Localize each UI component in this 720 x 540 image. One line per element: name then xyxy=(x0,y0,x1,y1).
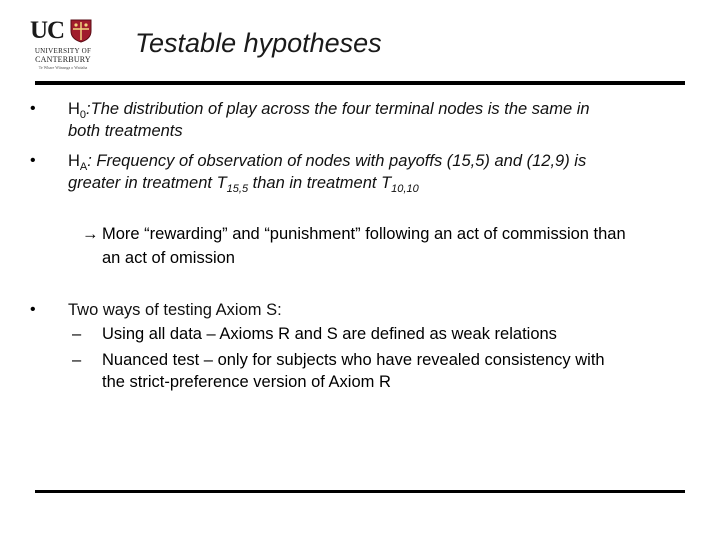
title-divider xyxy=(35,81,685,85)
university-logo xyxy=(30,17,100,70)
subitem-text-cont: the strict-preference version of Axiom R xyxy=(102,373,391,391)
bullet-marker: • xyxy=(30,152,36,169)
ha-text: : Frequency of observation of nodes with payoffs (15,5) and (12,9) is xyxy=(87,152,587,170)
dash-marker: – xyxy=(72,325,82,343)
implication-note xyxy=(82,222,692,270)
axiom-subitem xyxy=(72,323,682,345)
h0-text: :The distribution of play across the four terminal nodes is the same in xyxy=(86,100,590,118)
h0-label: $H_0$ xyxy=(68,100,87,121)
hypothesis-h0 xyxy=(68,98,668,142)
bullet-marker: • xyxy=(30,100,36,117)
arrow-right-icon: → xyxy=(82,225,99,243)
h0-text-cont: both treatments xyxy=(68,122,183,140)
footer-divider xyxy=(35,490,685,493)
hypothesis-ha xyxy=(68,150,668,194)
dash-marker: – xyxy=(72,351,82,369)
university-crest-icon xyxy=(70,19,92,43)
axiom-subitem xyxy=(72,349,682,393)
axiom-s-heading: Two ways of testing Axiom S: xyxy=(68,301,282,319)
ha-text-cont: greater in treatment $T_{15,5}$ than in treatment $T_{10,10}$ xyxy=(68,174,419,195)
subitem-text: Using all data – Axioms R and S are defined as weak relations xyxy=(102,325,557,343)
logo-mark: UC xyxy=(30,17,65,44)
implication-text-cont: an act of omission xyxy=(102,249,235,267)
implication-text: More “rewarding” and “punishment” following an act of commission than xyxy=(102,225,626,243)
slide-title: Testable hypotheses xyxy=(135,28,382,58)
logo-text-canterbury: CANTERBURY xyxy=(35,55,91,64)
bullet-marker: • xyxy=(30,301,36,318)
subitem-text: Nuanced test – only for subjects who have revealed consistency with xyxy=(102,351,605,369)
logo-text-maori: Te Whare Wānanga o Waitaha xyxy=(38,65,88,70)
logo-text-university-of: UNIVERSITY OF xyxy=(34,47,92,55)
ha-label: $H_A$ xyxy=(68,152,88,173)
